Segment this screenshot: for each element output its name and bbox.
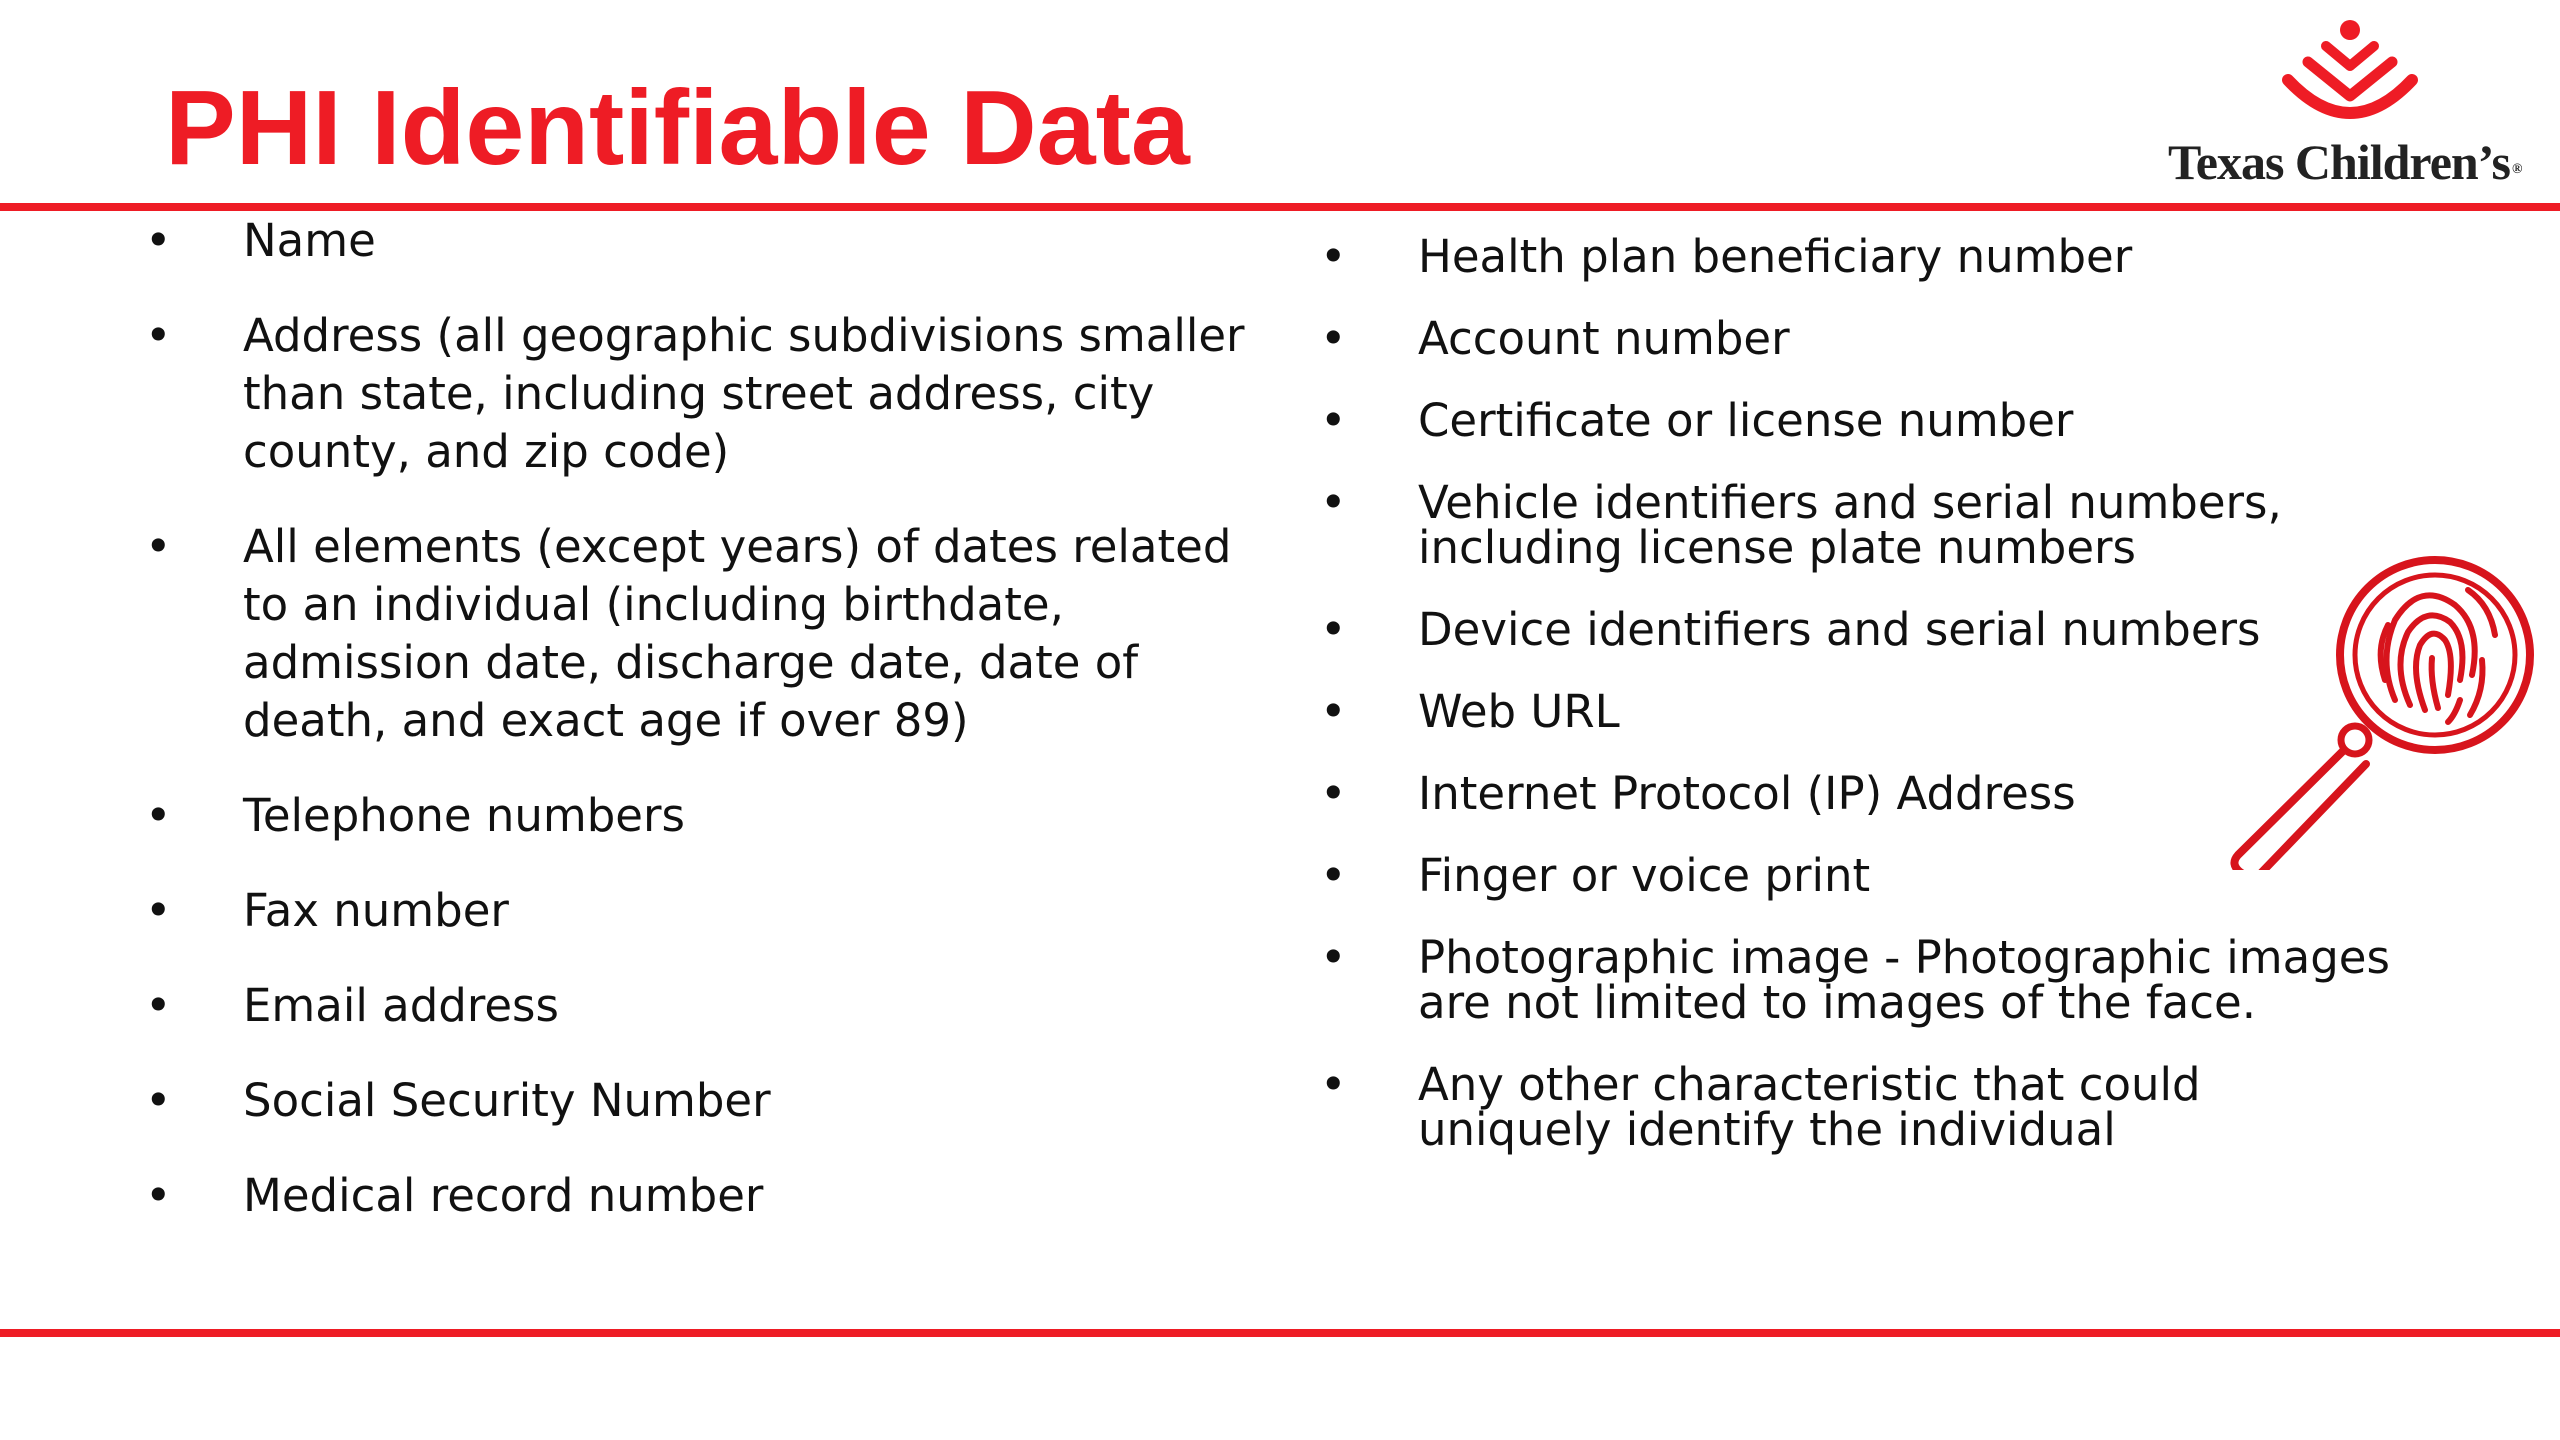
list-item-text: Social Security Number [243, 1074, 771, 1127]
list-item-text: Web URL [1418, 685, 1620, 738]
list-item-text: Device identifiers and serial numbers [1418, 603, 2261, 656]
list-item-text: Account number [1418, 312, 1790, 365]
bullet-glyph: • [145, 789, 172, 842]
bullet-glyph: • [145, 1074, 172, 1127]
list-item-text: Address (all geographic subdivisions smaller than state, including street address, city county, and zip code) [243, 309, 1245, 478]
list-item-text: Internet Protocol (IP) Address [1418, 767, 2076, 820]
list-item [145, 212, 1255, 270]
slide-title: PHI Identifiable Data [165, 69, 1190, 187]
bullet-glyph: • [145, 979, 172, 1032]
bullet-glyph: • [1320, 312, 1347, 365]
list-item-text: All elements (except years) of dates related to an individual (including birthdate, admission date, discharge date, date of death, and exact age if over 89) [243, 520, 1232, 747]
bullet-glyph: • [1320, 476, 1347, 529]
bullet-glyph: • [1320, 685, 1347, 738]
list-item-text: Name [243, 214, 376, 267]
list-item [1320, 931, 2390, 1029]
texas-childrens-logo [2150, 18, 2550, 198]
list-item [145, 787, 1255, 845]
bullet-glyph: • [1320, 849, 1347, 902]
list-item-text: Finger or voice print [1418, 849, 1871, 902]
left-bullet-list [145, 212, 1255, 1262]
texas-childrens-logo-icon [2268, 18, 2432, 138]
header-divider [0, 203, 2560, 211]
list-item [1320, 1058, 2390, 1156]
list-item [145, 882, 1255, 940]
logo-wordmark [2168, 130, 2521, 194]
list-item-text: Photographic image - Photographic images are not limited to images of the face. [1418, 931, 2390, 1029]
list-item-text: Certificate or license number [1418, 394, 2074, 447]
footer-divider [0, 1329, 2560, 1337]
list-item [1320, 394, 2390, 447]
list-item [145, 1072, 1255, 1130]
list-item [145, 1167, 1255, 1225]
fingerprint-magnifier-icon [2220, 550, 2540, 870]
list-item-text: Email address [243, 979, 559, 1032]
list-item [1320, 312, 2390, 365]
list-item-text: Any other characteristic that could uniquely identify the individual [1418, 1058, 2201, 1156]
registered-mark: ® [2511, 162, 2522, 177]
list-item-text: Medical record number [243, 1169, 764, 1222]
list-item-text: Fax number [243, 884, 509, 937]
list-item-text: Vehicle identifiers and serial numbers, including license plate numbers [1418, 476, 2282, 574]
bullet-glyph: • [1320, 394, 1347, 447]
bullet-glyph: • [1320, 603, 1347, 656]
list-item [145, 977, 1255, 1035]
bullet-glyph: • [145, 309, 172, 362]
bullet-glyph: • [145, 520, 172, 573]
list-item-text: Telephone numbers [243, 789, 685, 842]
bullet-glyph: • [1320, 767, 1347, 820]
list-item [145, 307, 1255, 481]
bullet-glyph: • [145, 884, 172, 937]
list-item [145, 518, 1255, 750]
bullet-glyph: • [1320, 1058, 1347, 1111]
bullet-glyph: • [145, 1169, 172, 1222]
list-item [1320, 230, 2390, 283]
bullet-glyph: • [1320, 931, 1347, 984]
bullet-glyph: • [1320, 230, 1347, 283]
list-item-text: Health plan beneficiary number [1418, 230, 2133, 283]
logo-wordmark-text: Texas Children’s [2168, 134, 2510, 190]
bullet-glyph: • [145, 214, 172, 267]
